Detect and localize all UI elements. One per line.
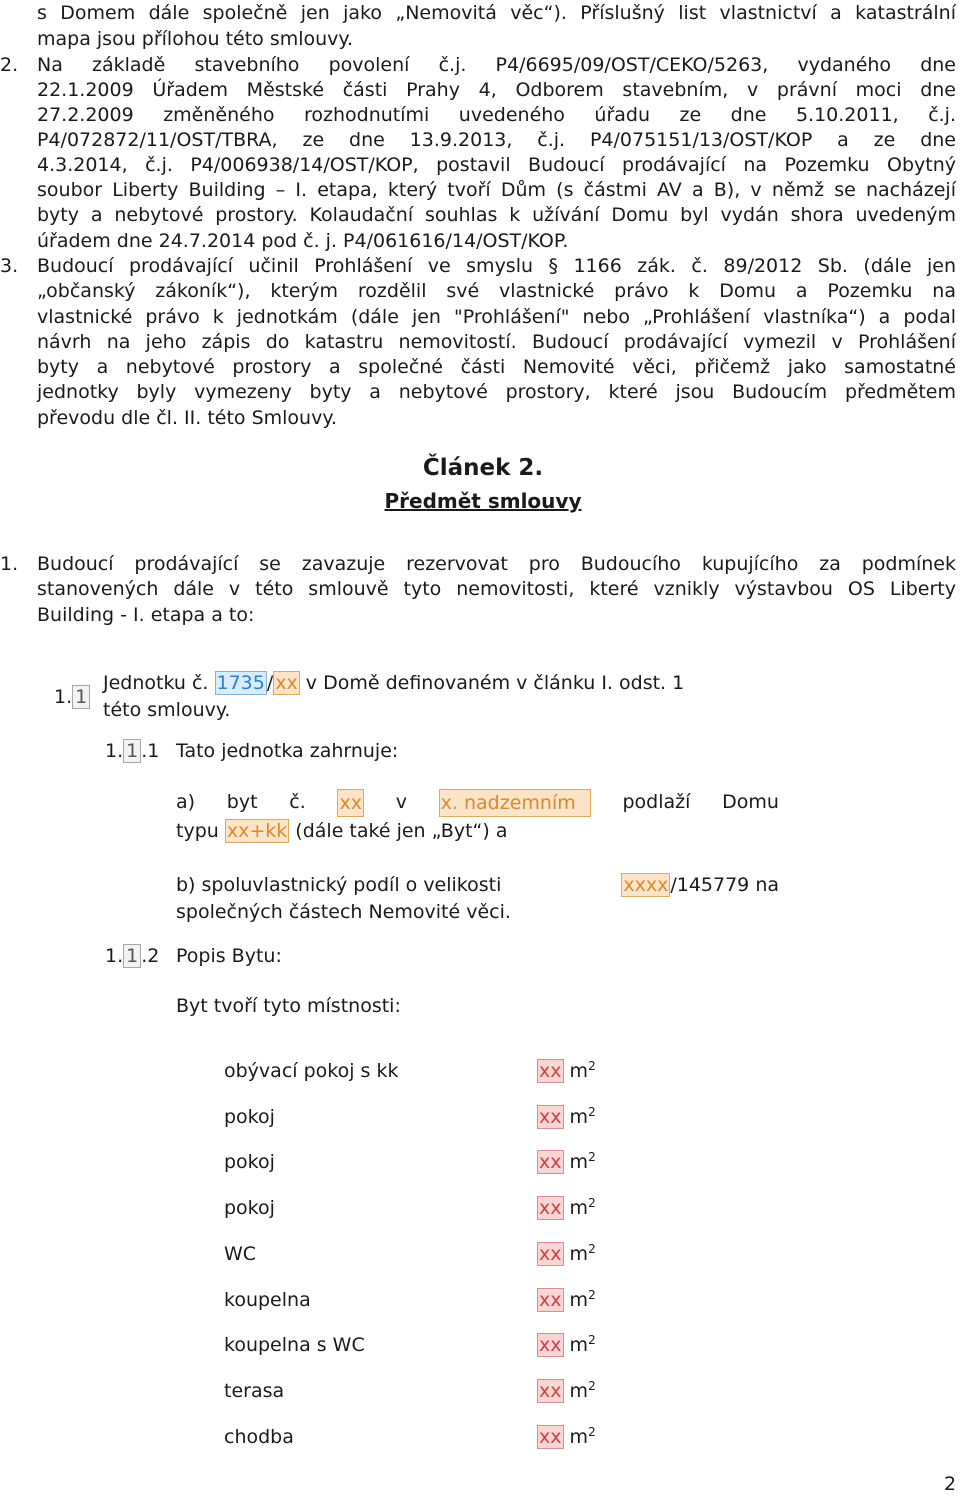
room-area-field[interactable]: xx bbox=[539, 1151, 562, 1173]
room-area bbox=[537, 1058, 596, 1086]
area-unit: m bbox=[569, 1197, 589, 1219]
area-unit: m bbox=[569, 1060, 589, 1082]
item-1-1-number: 1. 1 bbox=[54, 684, 90, 710]
room-area bbox=[537, 1149, 596, 1177]
paragraph-3-line-7: převodu dle čl. II. této Smlouvy. bbox=[37, 407, 337, 429]
unit-number-field[interactable]: 1735 bbox=[216, 672, 265, 694]
area-unit-exponent: 2 bbox=[588, 1242, 596, 1256]
room-area-field[interactable]: xx bbox=[539, 1380, 562, 1402]
area-unit-exponent: 2 bbox=[588, 1425, 596, 1439]
article-point-1-line-3: Building - I. etapa a to: bbox=[37, 604, 255, 626]
item-b-line-1: b) spoluvlastnický podíl o velikosti xxxx /145779 na bbox=[176, 874, 779, 896]
intro-line-2: mapa jsou přílohou této smlouvy. bbox=[37, 28, 354, 50]
article-title: Článek 2. bbox=[422, 455, 544, 481]
unit-suffix-field[interactable]: xx bbox=[275, 672, 298, 694]
room-area bbox=[537, 1378, 596, 1406]
item-a-line-1: a) byt č. xx v x. nadzemním podlaží Domu bbox=[176, 789, 779, 817]
item-1-1-2-number: 1. 1 .2 bbox=[105, 945, 160, 967]
area-unit: m bbox=[569, 1380, 589, 1402]
item-1-1-line-2: této smlouvy. bbox=[103, 699, 231, 721]
area-unit-exponent: 2 bbox=[588, 1105, 596, 1119]
item-1-1-1-number-box: 1 bbox=[123, 739, 141, 763]
item-1-1-number-box: 1 bbox=[72, 685, 90, 709]
room-area-field[interactable]: xx bbox=[539, 1106, 562, 1128]
item-b-line-2: společných částech Nemovité věci. bbox=[176, 901, 511, 923]
room-name: koupelna s WC bbox=[224, 1334, 365, 1356]
paragraph-3-line-2: „občanský zákoník“), kterým rozdělil své vlastnické právo k Domu a Pozemku na bbox=[37, 280, 956, 302]
paragraph-3-line-3: vlastnické právo k jednotkám (dále jen "Prohlášení" nebo „Prohlášení vlastníka“) a podal bbox=[37, 306, 956, 328]
area-unit-exponent: 2 bbox=[588, 1196, 596, 1210]
area-unit-exponent: 2 bbox=[588, 1150, 596, 1164]
room-area-field[interactable]: xx bbox=[539, 1197, 562, 1219]
apartment-number-field[interactable]: xx bbox=[337, 789, 364, 817]
paragraph-2-line-5: 4.3.2014, č.j. P4/006938/14/OST/KOP, postavil Budoucí prodávající na Pozemku Obytný bbox=[37, 154, 956, 176]
floor-field[interactable]: x. nadzemním bbox=[439, 789, 591, 817]
article-point-1-number: 1. bbox=[0, 553, 19, 575]
paragraph-2-line-6: soubor Liberty Building – I. etapa, který tvoří Dům (s částmi AV a B), v němž se nacházejí bbox=[37, 179, 956, 201]
area-unit: m bbox=[569, 1243, 589, 1265]
room-area bbox=[537, 1104, 596, 1132]
room-area-field[interactable]: xx bbox=[539, 1426, 562, 1448]
area-unit: m bbox=[569, 1106, 589, 1128]
room-name: chodba bbox=[224, 1426, 294, 1448]
paragraph-3-line-4: návrh na jeho zápis do katastru nemovitostí. Budoucí prodávající vymezil v Prohlášení bbox=[37, 331, 956, 353]
area-unit-exponent: 2 bbox=[588, 1333, 596, 1347]
paragraph-2-number: 2. bbox=[0, 54, 19, 76]
area-unit-exponent: 2 bbox=[588, 1288, 596, 1302]
room-area bbox=[537, 1332, 596, 1360]
room-area-field[interactable]: xx bbox=[539, 1243, 562, 1265]
room-name: terasa bbox=[224, 1380, 285, 1402]
room-name: koupelna bbox=[224, 1289, 311, 1311]
room-name: pokoj bbox=[224, 1106, 275, 1128]
item-1-1-2-number-box: 1 bbox=[123, 944, 141, 968]
article-subtitle: Předmět smlouvy bbox=[384, 489, 582, 513]
area-unit: m bbox=[569, 1289, 589, 1311]
room-area-field[interactable]: xx bbox=[539, 1334, 562, 1356]
item-1-1-1-number: 1. 1 .1 bbox=[105, 740, 160, 762]
item-a-line-2: typu xx+kk (dále také jen „Byt“) a bbox=[176, 820, 508, 842]
share-field[interactable]: xxxx bbox=[623, 874, 669, 896]
page-number: 2 bbox=[944, 1473, 957, 1495]
room-area bbox=[537, 1195, 596, 1223]
area-unit: m bbox=[569, 1151, 589, 1173]
paragraph-3-line-6: jednotky byly vymezeny byty a nebytové prostory, které jsou Budoucím předmětem bbox=[37, 381, 956, 403]
area-unit-exponent: 2 bbox=[588, 1059, 596, 1073]
item-1-1-1-text: Tato jednotka zahrnuje: bbox=[176, 740, 399, 762]
paragraph-2-line-7: byty a nebytové prostory. Kolaudační souhlas k užívání Domu byl vydán shora uvedeným bbox=[37, 204, 956, 226]
room-area-field[interactable]: xx bbox=[539, 1289, 562, 1311]
paragraph-2-line-2: 22.1.2009 Úřadem Městské části Prahy 4, Odborem stavebním, v právní moci dne bbox=[37, 79, 956, 101]
room-name: pokoj bbox=[224, 1197, 275, 1219]
article-point-1-line-1: Budoucí prodávající se zavazuje rezervovat pro Budoucího kupujícího za podmínek bbox=[37, 553, 956, 575]
room-area bbox=[537, 1241, 596, 1269]
room-area-field[interactable]: xx bbox=[539, 1060, 562, 1082]
area-unit-exponent: 2 bbox=[588, 1379, 596, 1393]
paragraph-3-line-5: byty a nebytové prostory a společné části Nemovité věci, přičemž jako samostatné bbox=[37, 356, 956, 378]
room-area bbox=[537, 1424, 596, 1452]
apartment-type-field[interactable]: xx+kk bbox=[226, 820, 288, 842]
paragraph-2-line-4: P4/072872/11/OST/TBRA, ze dne 13.9.2013, č.j. P4/075151/13/OST/KOP a ze dne bbox=[37, 129, 956, 151]
item-1-1-2-text: Popis Bytu: bbox=[176, 945, 282, 967]
area-unit: m bbox=[569, 1334, 589, 1356]
item-1-1-line-1: Jednotku č. 1735 / xx v Domě definovaném v článku I. odst. 1 bbox=[103, 672, 685, 694]
room-name: WC bbox=[224, 1243, 257, 1265]
paragraph-2-line-1: Na základě stavebního povolení č.j. P4/6695/09/OST/CEKO/5263, vydaného dne bbox=[37, 54, 956, 76]
room-name: obývací pokoj s kk bbox=[224, 1060, 399, 1082]
room-area bbox=[537, 1287, 596, 1315]
room-name: pokoj bbox=[224, 1151, 275, 1173]
paragraph-3-line-1: Budoucí prodávající učinil Prohlášení ve smyslu § 1166 zák. č. 89/2012 Sb. (dále jen bbox=[37, 255, 956, 277]
intro-line-1: s Domem dále společně jen jako „Nemovitá věc“). Příslušný list vlastnictví a katastrální bbox=[37, 2, 956, 24]
area-unit: m bbox=[569, 1426, 589, 1448]
paragraph-2-line-3: 27.2.2009 změněného rozhodnutími uvedeného úřadu ze dne 5.10.2011, č.j. bbox=[37, 104, 956, 126]
rooms-intro: Byt tvoří tyto místnosti: bbox=[176, 995, 401, 1017]
paragraph-3-number: 3. bbox=[0, 255, 19, 277]
paragraph-2-line-8: úřadem dne 24.7.2014 pod č. j. P4/061616/14/OST/KOP. bbox=[37, 230, 569, 252]
article-point-1-line-2: stanovených dále v této smlouvě tyto nemovitosti, které vznikly výstavbou OS Liberty bbox=[37, 578, 956, 600]
